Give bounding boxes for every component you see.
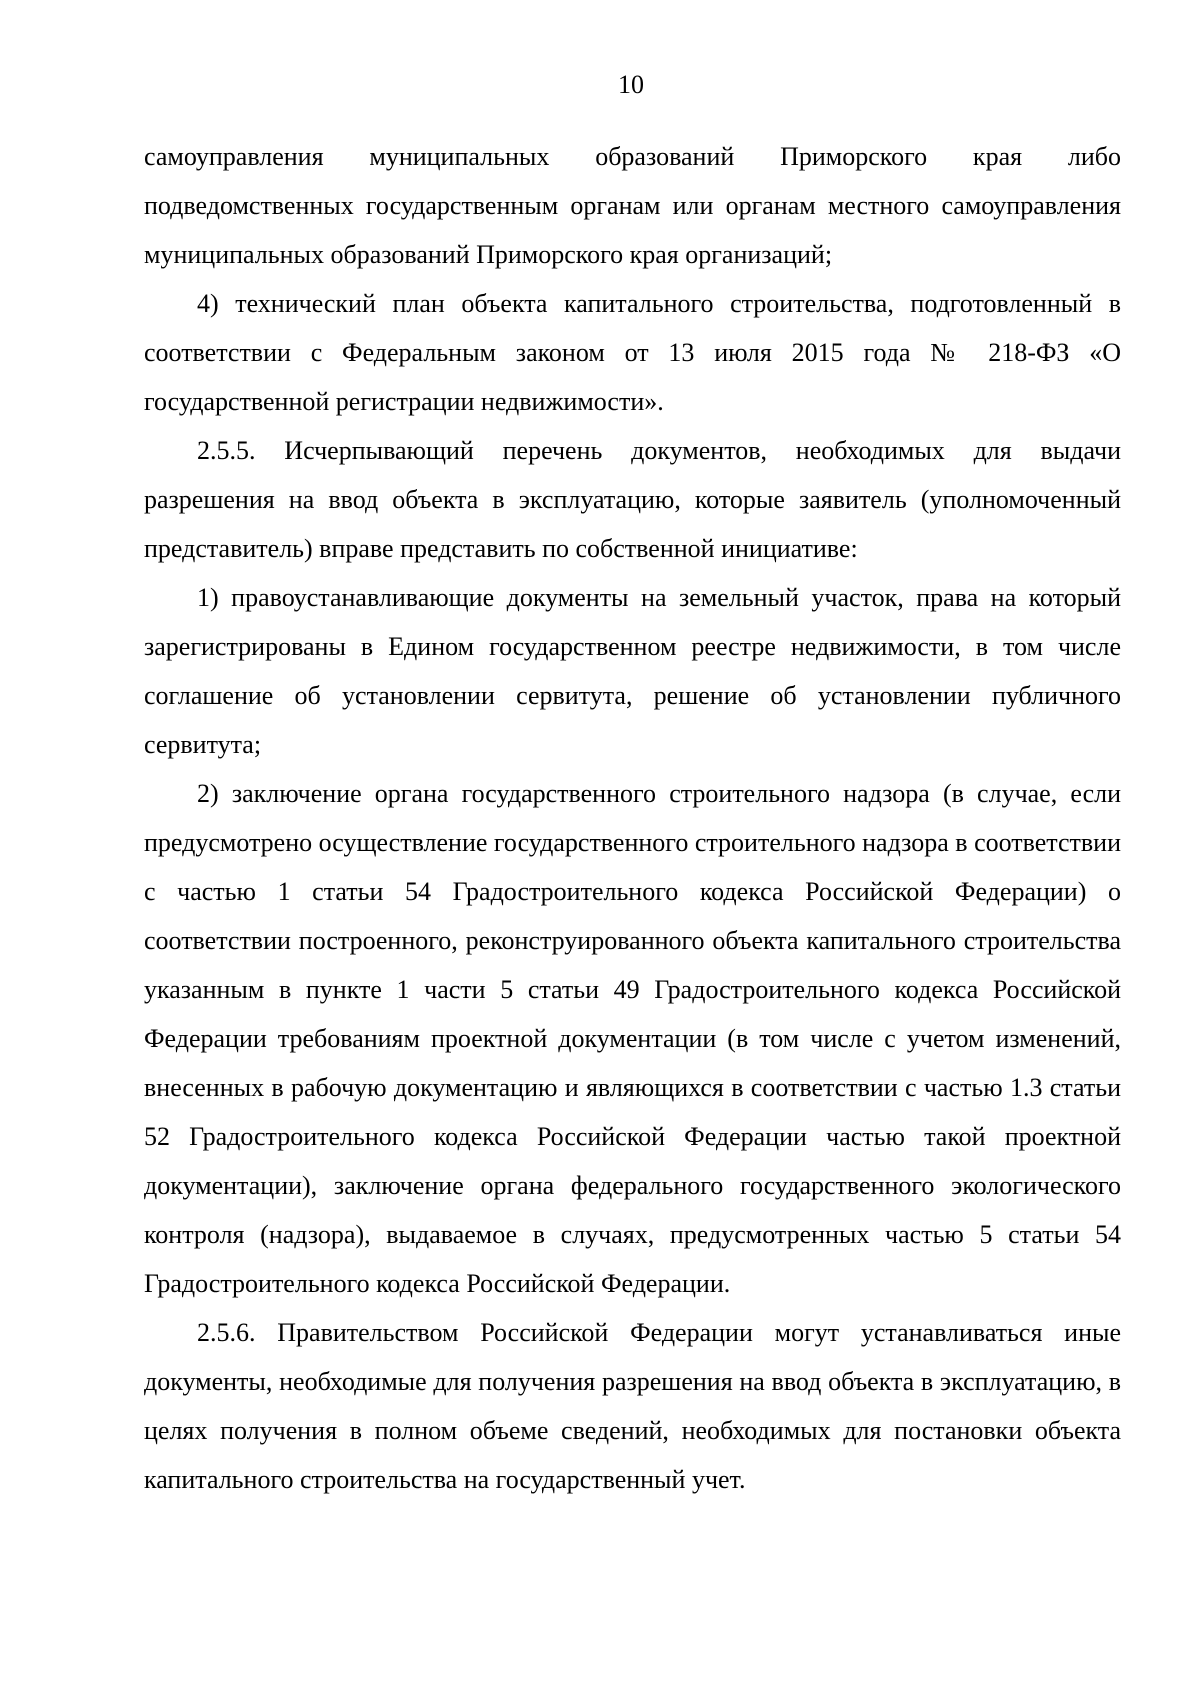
paragraph-continuation: самоуправления муниципальных образований Приморского края либо подведомственных государственным органам или органам местного самоуправления муниципальных образований Приморского края организаций; — [144, 142, 1121, 269]
paragraph-item-1-title-documents: 1) правоустанавливающие документы на земельный участок, права на который зарегистрированы в Едином государственном реестре недвижимости, в том числе соглашение об установлении сервитута, решение об установлении публичного сервитута; — [144, 583, 1121, 759]
page-number: 10 — [618, 70, 644, 99]
paragraph-item-2-supervision-conclusion: 2) заключение органа государственного строительного надзора (в случае, если предусмотрено осуществление государственного строительного надзора в соответствии с частью 1 статьи 54 Градостроительного кодекса Российской Федерации) о соответствии построенного, реконструированного объекта капитального строительства указанным в пункте 1 части 5 статьи 49 Градостроительного кодекса Российской Федерации требованиям проектной документации (в том числе с учетом изменений, внесенных в рабочую документацию и являющихся в соответствии с частью 1.3 статьи 52 Градостроительного кодекса Российской Федерации частью такой проектной документации), заключение органа федерального государственного экологического контроля (надзора), выдаваемое в случаях, предусмотренных частью 5 статьи 54 Градостроительного кодекса Российской Федерации. — [144, 779, 1121, 1298]
paragraph-item-4-technical-plan: 4) технический план объекта капитального строительства, подготовленный в соответствии с Федеральным законом от 13 июля 2015 года № 218-ФЗ «О государственной регистрации недвижимости». — [144, 289, 1121, 416]
paragraph-2-5-5: 2.5.5. Исчерпывающий перечень документов, необходимых для выдачи разрешения на ввод объекта в эксплуатацию, которые заявитель (уполномоченный представитель) вправе представить по собственной инициативе: — [144, 436, 1121, 563]
paragraph-2-5-6: 2.5.6. Правительством Российской Федерации могут устанавливаться иные документы, необходимые для получения разрешения на ввод объекта в эксплуатацию, в целях получения в полном объеме сведений, необходимых для постановки объекта капитального строительства на государственный учет. — [144, 1318, 1121, 1494]
document-body — [144, 132, 1121, 1504]
